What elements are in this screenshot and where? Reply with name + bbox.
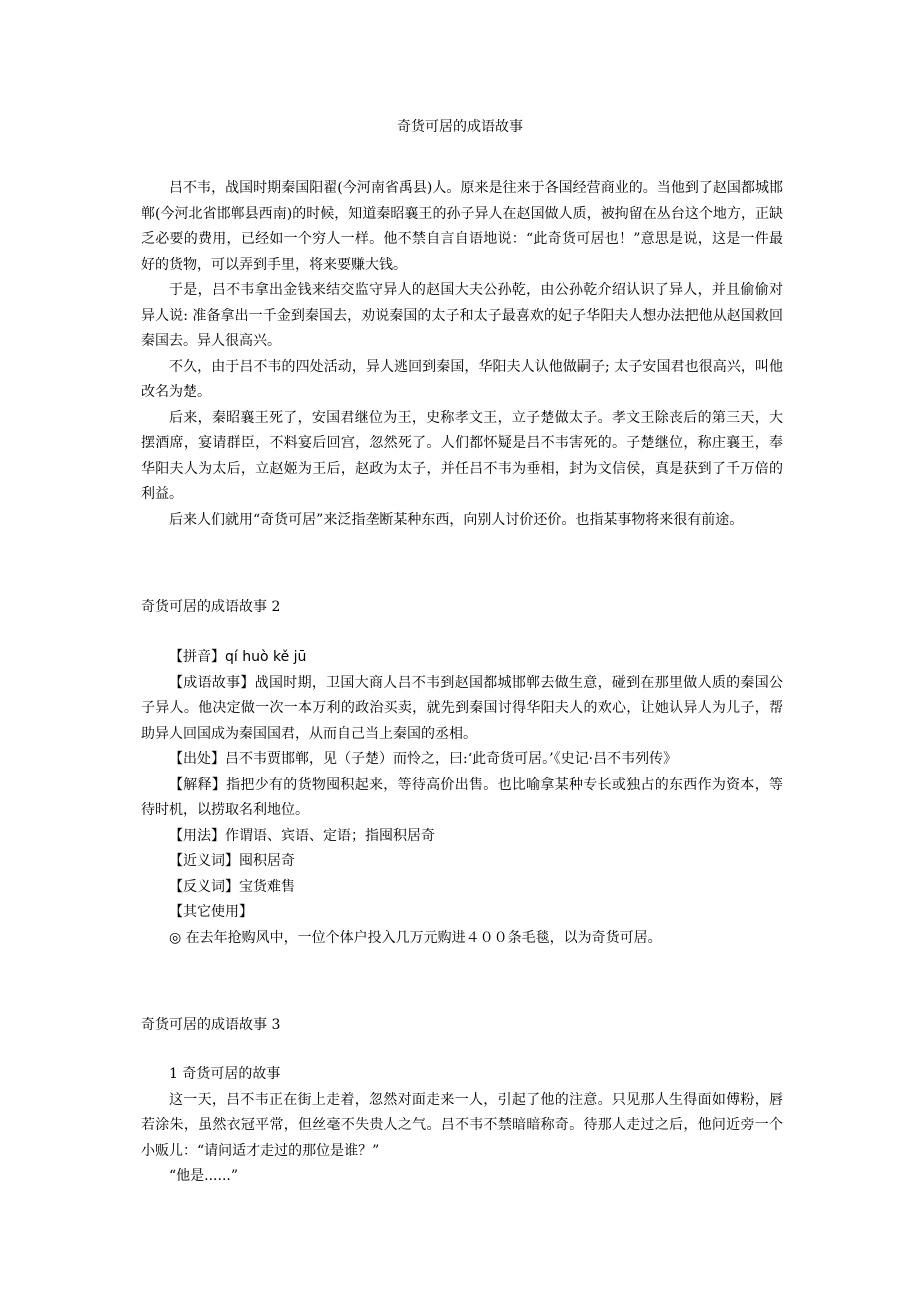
pinyin-label: 【拼音】: [169, 649, 225, 665]
paragraph: 这一天，吕不韦正在街上走着，忽然对面走来一人，引起了他的注意。只见那人生得面如傅粉，唇若涂朱，虽然衣冠平常，但丝毫不失贵人之气。吕不韦不禁暗暗称奇。待那人走过之后，他问近旁一个小贩儿：“请问适才走过的那位是谁？”: [141, 1091, 783, 1159]
story-paragraph: 【成语故事】战国时期，卫国大商人吕不韦到赵国都城邯郸去做生意，碰到在那里做人质的秦国公子异人。他决定做一次一本万利的政治买卖，就先到秦国讨得华阳夫人的欢心，让她认异人为儿子，帮助异人回国成为秦国国君，从而自己当上秦国的丞相。: [141, 674, 783, 742]
usage-line: 【用法】作谓语、宾语、定语；指囤积居奇: [169, 827, 435, 844]
pinyin-value: qí huò kě jū: [225, 649, 307, 665]
explanation-paragraph: 【解释】指把少有的货物囤积起来，等待高价出售。也比喻拿某种专长或独占的东西作为资本，等待时机，以捞取名利地位。: [141, 776, 783, 818]
section-2-body: [141, 645, 783, 951]
paragraph: 后来，秦昭襄王死了，安国君继位为王，史称孝文王，立子楚做太子。孝文王除丧后的第三天，大摆酒席，宴请群臣，不料宴后回宫，忽然死了。人们都怀疑是吕不韦害死的。子楚继位，称庄襄王，奉华阳夫人为太后，立赵姬为王后，赵政为太子，并任吕不韦为垂相，封为文信侯，真是获到了千万倍的利益。: [141, 409, 783, 502]
synonym-line: 【近义词】囤积居奇: [169, 853, 295, 869]
example-line: ◎ 在去年抢购风中，一位个体户投入几万元购进４００条毛毯，以为奇货可居。: [169, 929, 662, 946]
paragraph: 后来人们就用“奇货可居”来泛指垄断某种东西，向别人讨价还价。也指某事物将来很有前途。: [169, 511, 744, 528]
paragraph: “他是......”: [169, 1168, 239, 1184]
paragraph: 不久，由于吕不韦的四处活动，异人逃回到秦国，华阳夫人认他做嗣子; 太子安国君也很高兴，叫他改名为楚。: [141, 358, 783, 400]
paragraph: 吕不韦，战国时期秦国阳翟(今河南省禹县)人。原来是往来于各国经营商业的。当他到了赵国都城邯郸(今河北省邯郸县西南)的时候，知道秦昭襄王的孙子异人在赵国做人质，被拘留在丛台这个地方，正缺乏必要的费用，已经如一个穷人一样。他不禁自言自语地说：“此奇货可居也！”意思是说，这是一件最好的货物，可以弄到手里，将来要赚大钱。: [141, 180, 783, 273]
other-usage-line: 【其它使用】: [169, 904, 253, 920]
section-3-heading: 奇货可居的成语故事 3: [141, 1017, 281, 1033]
source-paragraph: 【出处】吕不韦贾邯郸，见（子楚）而怜之，曰:‘此奇货可居。’《史记·吕不韦列传》: [169, 751, 678, 767]
pinyin-line: [141, 645, 783, 671]
paragraph: 于是，吕不韦拿出金钱来结交监守异人的赵国大夫公孙乾，由公孙乾介绍认识了异人，并且偷偷对异人说: 准备拿出一千金到秦国去，劝说秦国的太子和太子最喜欢的妃子华阳夫人想办法把他从赵国救回秦国去。异人很高兴。: [141, 282, 783, 349]
antonym-line: 【反义词】宝货难售: [169, 878, 295, 895]
section-3-body: [141, 1062, 783, 1190]
section-2-heading: 奇货可居的成语故事 2: [141, 599, 281, 615]
document-title: 奇货可居的成语故事: [397, 119, 523, 135]
story-subheading: 1 奇货可居的故事: [169, 1066, 281, 1082]
section-1-body: [141, 176, 783, 533]
